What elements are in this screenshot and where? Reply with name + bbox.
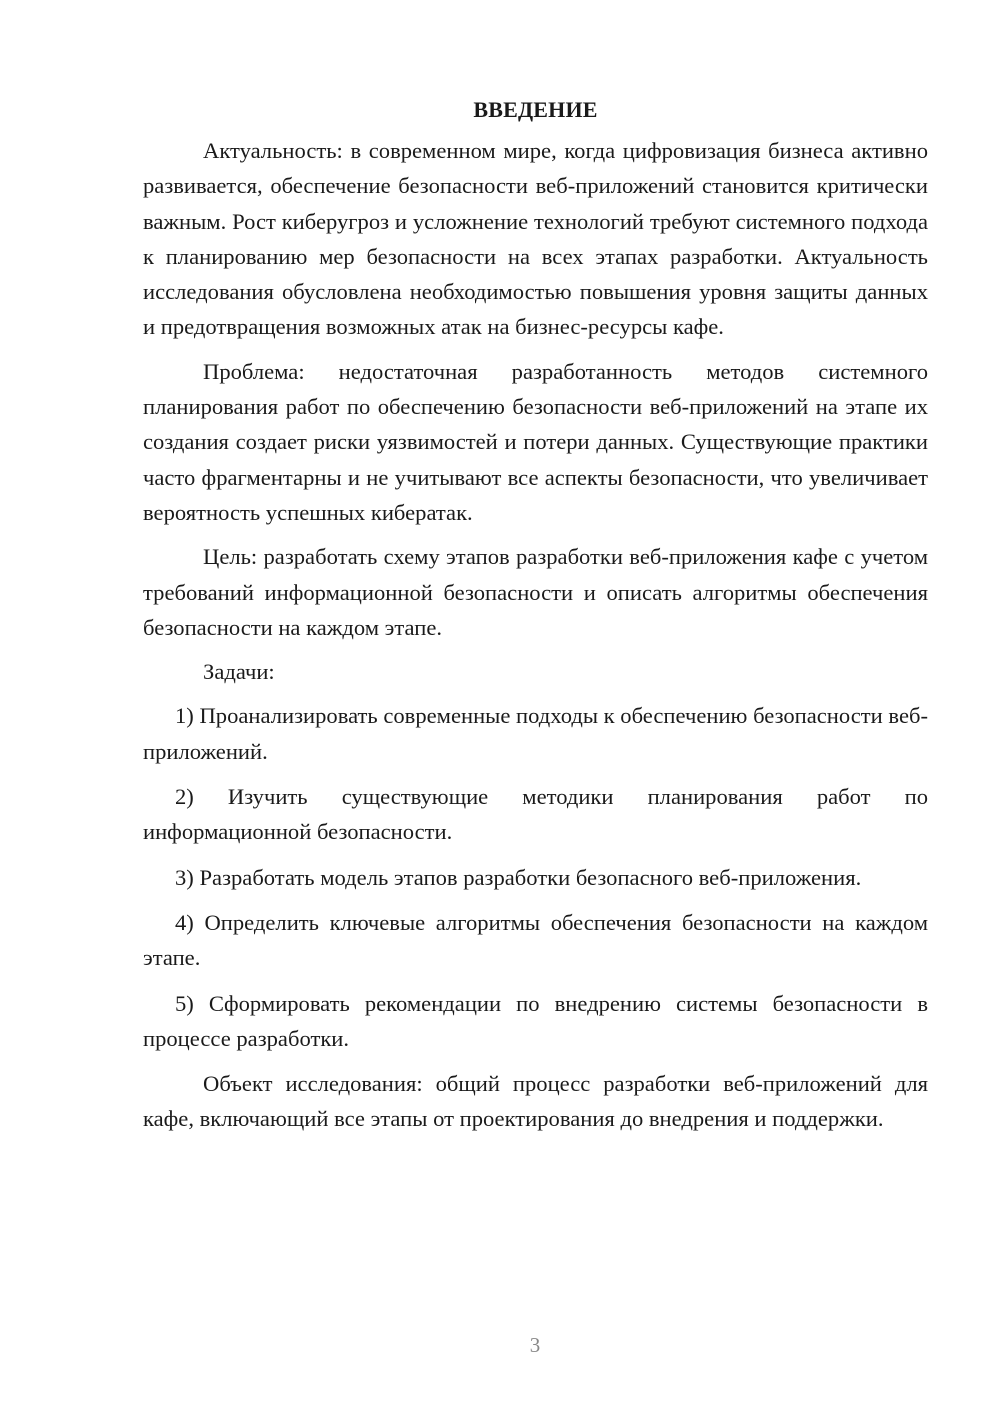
relevance-paragraph: Актуальность: в современном мире, когда цифровизация бизнеса активно развивается, обеспечение безопасности веб-приложений становится критически важным. Рост киберугроз и усложнение технологий требуют системного подхода к планированию мер безопасности на всех этапах разработки. Актуальность исследования обусловлена необходимостью повышения уровня защиты данных и предотвращения возможных атак на бизнес-ресурсы кафе. <box>143 138 928 340</box>
task-item-1: 1) Проанализировать современные подходы к обеспечению безопасности веб-приложений. <box>143 703 928 764</box>
task-item-3: 3) Разработать модель этапов разработки безопасного веб-приложения. <box>175 864 862 890</box>
problem-paragraph: Проблема: недостаточная разработанность методов системного планирования работ по обеспечению безопасности веб-приложений на этапе их создания создает риски уязвимостей и потери данных. Существующие практики часто фрагментарны и не учитывают все аспекты безопасности, что увеличивает вероятность успешных кибератак. <box>143 358 928 525</box>
task-item-4: 4) Определить ключевые алгоритмы обеспечения безопасности на каждом этапе. <box>143 909 928 971</box>
page-number: 3 <box>529 1333 541 1357</box>
section-heading: ВВЕДЕНИЕ <box>473 97 598 122</box>
tasks-label: Задачи: <box>203 659 275 685</box>
task-item-5: 5) Сформировать рекомендации по внедрению системы безопасности в процессе разработки. <box>143 990 928 1051</box>
object-paragraph: Объект исследования: общий процесс разработки веб-приложений для кафе, включающий все этапы от проектирования до внедрения и поддержки. <box>143 1071 928 1132</box>
document-page <box>143 96 928 1146</box>
goal-paragraph: Цель: разработать схему этапов разработки веб-приложения кафе с учетом требований информационной безопасности и описать алгоритмы обеспечения безопасности на каждом этапе. <box>143 544 928 640</box>
tasks-list <box>143 698 928 1056</box>
task-item-2: 2) Изучить существующие методики планирования работ по информационной безопасности. <box>143 784 928 845</box>
